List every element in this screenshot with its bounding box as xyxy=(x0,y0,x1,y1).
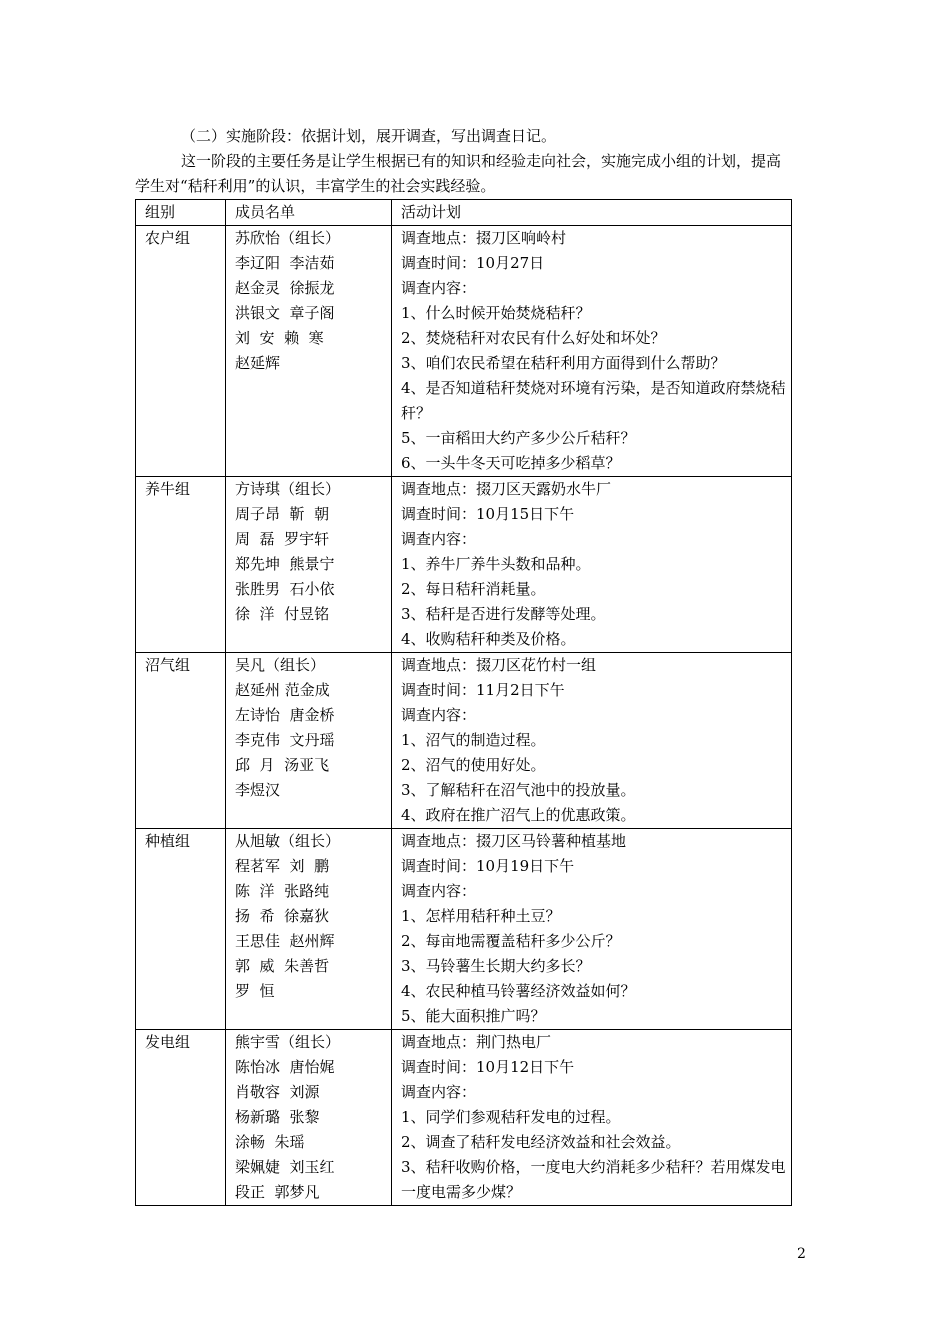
table-body xyxy=(136,226,792,1206)
member-line: 梁姵婕 刘玉红 xyxy=(235,1158,335,1176)
plan-line: 调查内容： xyxy=(401,882,477,900)
member-line: 程茗军 刘 鹏 xyxy=(235,857,330,875)
plan-details xyxy=(392,1030,792,1206)
table-row xyxy=(136,829,792,1030)
plan-line: 1、怎样用秸秆种土豆？ xyxy=(401,907,561,925)
plan-line: 调查时间：10月15日下午 xyxy=(401,505,575,523)
plan-line: 调查地点：荆门热电厂 xyxy=(401,1033,552,1051)
member-line: 邱 月 汤亚飞 xyxy=(235,756,330,774)
plan-line: 3、秸秆是否进行发酵等处理。 xyxy=(401,605,606,623)
plan-line: 调查地点：掇刀区响岭村 xyxy=(401,229,567,247)
plan-line: 2、每亩地需覆盖秸秆多少公斤？ xyxy=(401,932,621,950)
plan-line: 2、焚烧秸秆对农民有什么好处和坏处？ xyxy=(401,329,666,347)
member-line: 赵延辉 xyxy=(235,354,281,372)
plan-line: 调查时间：10月19日下午 xyxy=(401,857,575,875)
plan-details xyxy=(392,226,792,477)
plan-details xyxy=(392,477,792,653)
plan-line: 3、咱们农民希望在秸秆利用方面得到什么帮助？ xyxy=(401,354,726,372)
member-line: 郑先坤 熊景宁 xyxy=(235,555,335,573)
plan-line: 调查时间：11月2日下午 xyxy=(401,681,565,699)
member-line: 周子昂 靳 朝 xyxy=(235,505,330,523)
plan-line: 3、马铃薯生长期大约多长？ xyxy=(401,957,591,975)
plan-line: 4、收购秸秆种类及价格。 xyxy=(401,630,576,648)
member-line: 李煜汉 xyxy=(235,781,281,799)
table-row xyxy=(136,477,792,653)
table-row xyxy=(136,226,792,477)
member-line: 方诗琪（组长） xyxy=(235,480,341,498)
group-name: 农户组 xyxy=(136,226,226,477)
member-list xyxy=(226,477,392,653)
member-line: 赵金灵 徐振龙 xyxy=(235,279,335,297)
table-row xyxy=(136,1030,792,1206)
member-list xyxy=(226,829,392,1030)
page-number: 2 xyxy=(797,1246,806,1262)
plan-line: 调查地点：掇刀区天露奶水牛厂 xyxy=(401,480,612,498)
member-list xyxy=(226,226,392,477)
plan-line: 1、沼气的制造过程。 xyxy=(401,731,546,749)
plan-line: 调查内容： xyxy=(401,1083,477,1101)
group-name: 发电组 xyxy=(136,1030,226,1206)
header-group: 组别 xyxy=(136,200,226,226)
table-header-row xyxy=(136,200,792,226)
member-list xyxy=(226,653,392,829)
header-plan: 活动计划 xyxy=(392,200,792,226)
stage-title: （二）实施阶段：依据计划，展开调查，写出调查日记。 xyxy=(181,127,557,145)
plan-line: 4、农民种植马铃薯经济效益如何？ xyxy=(401,982,636,1000)
plan-line: 调查内容： xyxy=(401,279,477,297)
plan-line: 4、政府在推广沼气上的优惠政策。 xyxy=(401,806,636,824)
member-line: 涂畅 朱瑶 xyxy=(235,1133,305,1151)
stage-description: 这一阶段的主要任务是让学生根据已有的知识和经验走向社会，实施完成小组的计划，提高学生对“秸秆利用”的认识，丰富学生的社会实践经验。 xyxy=(135,152,782,195)
plan-line: 1、什么时候开始焚烧秸秆？ xyxy=(401,304,591,322)
plan-line: 1、养牛厂养牛头数和品种。 xyxy=(401,555,591,573)
plan-line: 调查地点：掇刀区马铃薯种植基地 xyxy=(401,832,627,850)
plan-line: 2、调查了秸秆发电经济效益和社会效益。 xyxy=(401,1133,681,1151)
plan-line: 4、是否知道秸秆焚烧对环境有污染，是否知道政府禁烧秸秆？ xyxy=(401,379,786,422)
member-line: 陈怡冰 唐怡娓 xyxy=(235,1058,335,1076)
plan-line: 2、每日秸秆消耗量。 xyxy=(401,580,546,598)
member-line: 肖敬容 刘源 xyxy=(235,1083,320,1101)
member-line: 苏欣怡（组长） xyxy=(235,229,341,247)
member-line: 左诗怡 唐金桥 xyxy=(235,706,335,724)
member-line: 从旭敏（组长） xyxy=(235,832,341,850)
plan-line: 5、能大面积推广吗？ xyxy=(401,1007,546,1025)
member-line: 王思佳 赵州辉 xyxy=(235,932,335,950)
member-line: 徐 洋 付昱铭 xyxy=(235,605,330,623)
member-line: 扬 希 徐嘉狄 xyxy=(235,907,330,925)
plan-line: 调查内容： xyxy=(401,530,477,548)
member-line: 赵延州 范金成 xyxy=(235,681,330,699)
member-line: 李辽阳 李洁茹 xyxy=(235,254,335,272)
member-line: 杨新璐 张黎 xyxy=(235,1108,320,1126)
member-line: 刘 安 赖 寒 xyxy=(235,329,324,347)
plan-line: 3、了解秸秆在沼气池中的投放量。 xyxy=(401,781,636,799)
plan-line: 2、沼气的使用好处。 xyxy=(401,756,546,774)
member-line: 罗 恒 xyxy=(235,982,275,1000)
plan-line: 6、一头牛冬天可吃掉多少稻草？ xyxy=(401,454,621,472)
plan-line: 调查地点：掇刀区花竹村一组 xyxy=(401,656,597,674)
member-line: 段正 郭梦凡 xyxy=(235,1183,320,1201)
member-line: 洪银文 章子阁 xyxy=(235,304,335,322)
member-line: 张胜男 石小依 xyxy=(235,580,335,598)
member-line: 李克伟 文丹瑶 xyxy=(235,731,335,749)
header-members: 成员名单 xyxy=(226,200,392,226)
group-name: 养牛组 xyxy=(136,477,226,653)
plan-line: 调查内容： xyxy=(401,706,477,724)
member-line: 熊宇雪（组长） xyxy=(235,1033,341,1051)
activity-plan-table xyxy=(135,199,792,1206)
group-name: 沼气组 xyxy=(136,653,226,829)
plan-line: 调查时间：10月12日下午 xyxy=(401,1058,575,1076)
member-line: 陈 洋 张路纯 xyxy=(235,882,330,900)
plan-details xyxy=(392,829,792,1030)
member-line: 吴凡（组长） xyxy=(235,656,326,674)
member-line: 周 磊 罗宇轩 xyxy=(235,530,330,548)
member-list xyxy=(226,1030,392,1206)
plan-line: 调查时间：10月27日 xyxy=(401,254,545,272)
plan-line: 3、秸秆收购价格，一度电大约消耗多少秸秆？若用煤发电一度电需多少煤？ xyxy=(401,1158,786,1201)
member-line: 郭 威 朱善哲 xyxy=(235,957,330,975)
plan-line: 5、一亩稻田大约产多少公斤秸秆？ xyxy=(401,429,636,447)
table-row xyxy=(136,653,792,829)
plan-details xyxy=(392,653,792,829)
plan-line: 1、同学们参观秸秆发电的过程。 xyxy=(401,1108,621,1126)
group-name: 种植组 xyxy=(136,829,226,1030)
